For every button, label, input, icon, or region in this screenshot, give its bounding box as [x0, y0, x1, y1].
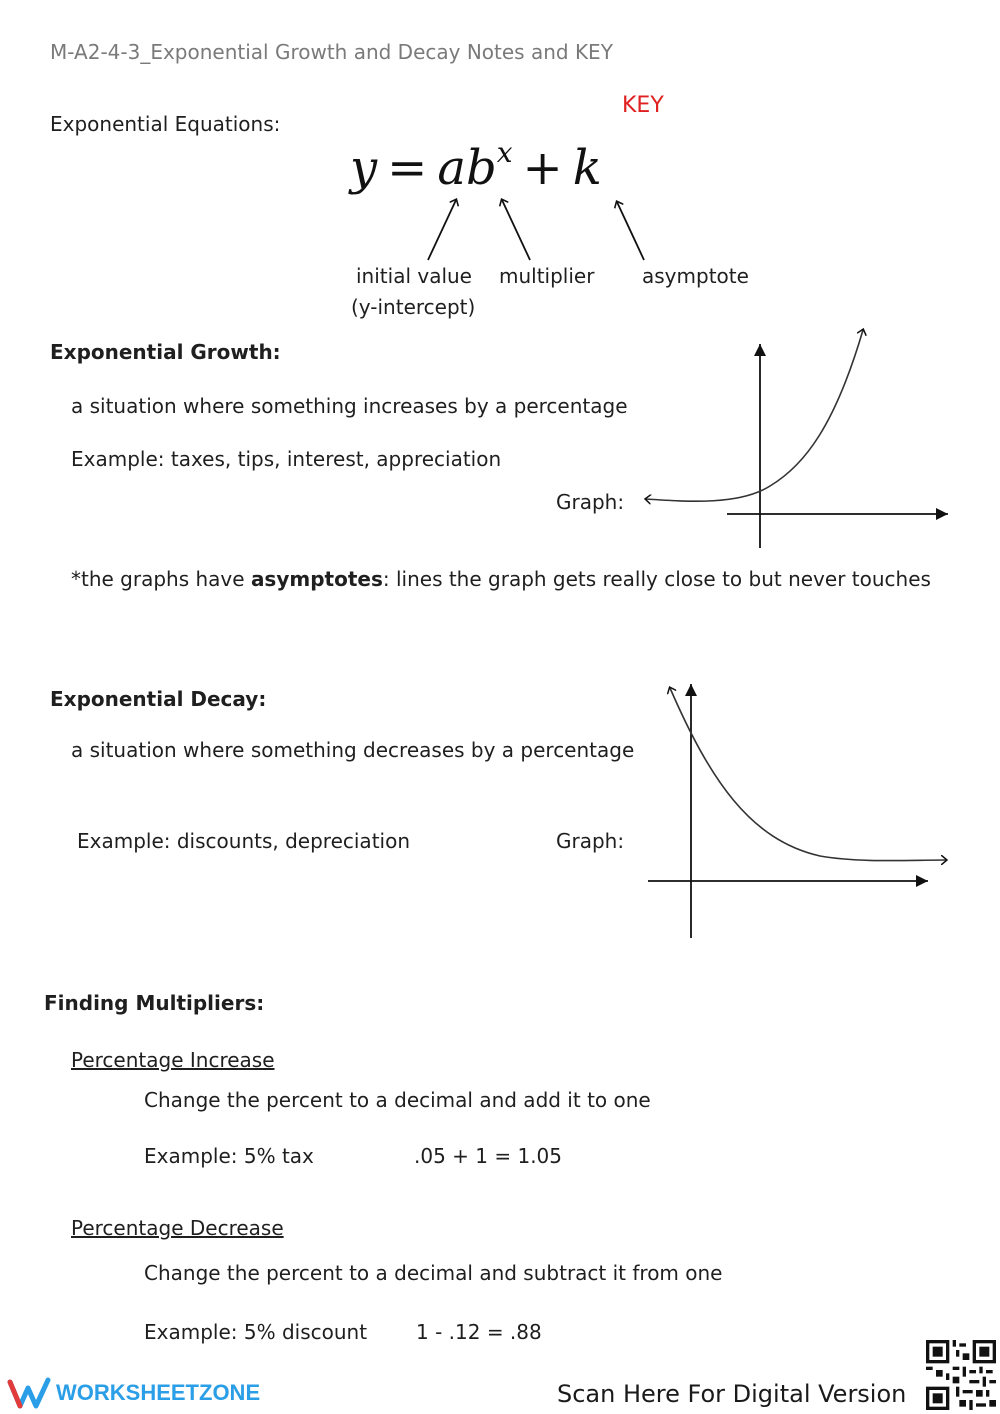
- growth-graph-label: Graph:: [556, 490, 625, 514]
- equations-heading: Exponential Equations:: [50, 112, 281, 136]
- eq-equals: =: [387, 140, 428, 196]
- growth-definition: a situation where something increases by a percentage: [71, 394, 628, 418]
- arrow-initial-value: [428, 200, 456, 260]
- label-y-intercept: (y-intercept): [351, 295, 476, 319]
- key-label: KEY: [622, 93, 664, 118]
- increase-example: Example: 5% tax: [144, 1144, 314, 1168]
- document-header: M-A2-4-3_Exponential Growth and Decay Notes and KEY: [50, 40, 613, 64]
- increase-calc: .05 + 1 = 1.05: [414, 1144, 563, 1168]
- decay-graph: [630, 670, 960, 950]
- multipliers-heading: Finding Multipliers:: [44, 991, 265, 1015]
- decay-graph-label: Graph:: [556, 829, 625, 853]
- decay-example: Example: discounts, depreciation: [77, 829, 410, 853]
- growth-graph: [630, 320, 960, 560]
- growth-heading: Exponential Growth:: [50, 340, 281, 364]
- eq-plus: +: [522, 140, 563, 196]
- eq-k: k: [572, 140, 602, 196]
- arrow-asymptote: [617, 202, 644, 260]
- decrease-title: Percentage Decrease: [71, 1216, 284, 1240]
- asymptote-note-bold: asymptotes: [250, 567, 383, 591]
- asymptote-note-suffix: : lines the graph gets really close to but never touches: [382, 567, 931, 591]
- eq-b: b: [465, 140, 497, 196]
- increase-title: Percentage Increase: [71, 1048, 275, 1072]
- label-multiplier: multiplier: [499, 264, 595, 288]
- scan-text: Scan Here For Digital Version: [557, 1380, 907, 1408]
- decrease-rule: Change the percent to a decimal and subtract it from one: [144, 1261, 723, 1285]
- decrease-calc: 1 - .12 = .88: [416, 1320, 542, 1344]
- decay-definition: a situation where something decreases by a percentage: [71, 738, 635, 762]
- eq-y: y: [350, 140, 378, 196]
- label-asymptote: asymptote: [642, 264, 749, 288]
- asymptote-note: [71, 567, 931, 591]
- arrow-multiplier: [502, 200, 530, 260]
- eq-x: x: [496, 136, 513, 169]
- brand-name[interactable]: WORKSHEETZONE: [56, 1380, 261, 1405]
- growth-example: Example: taxes, tips, interest, appreciation: [71, 447, 502, 471]
- brand-logo-icon: [8, 1376, 52, 1412]
- label-initial-value: initial value: [356, 264, 472, 288]
- decay-heading: Exponential Decay:: [50, 687, 267, 711]
- increase-rule: Change the percent to a decimal and add it to one: [144, 1088, 651, 1112]
- qr-code-icon[interactable]: [926, 1340, 996, 1410]
- growth-curve: [646, 330, 863, 501]
- asymptote-note-prefix: *the graphs have: [71, 567, 251, 591]
- decrease-example: Example: 5% discount: [144, 1320, 368, 1344]
- eq-a: a: [437, 140, 466, 196]
- decay-curve: [670, 688, 946, 861]
